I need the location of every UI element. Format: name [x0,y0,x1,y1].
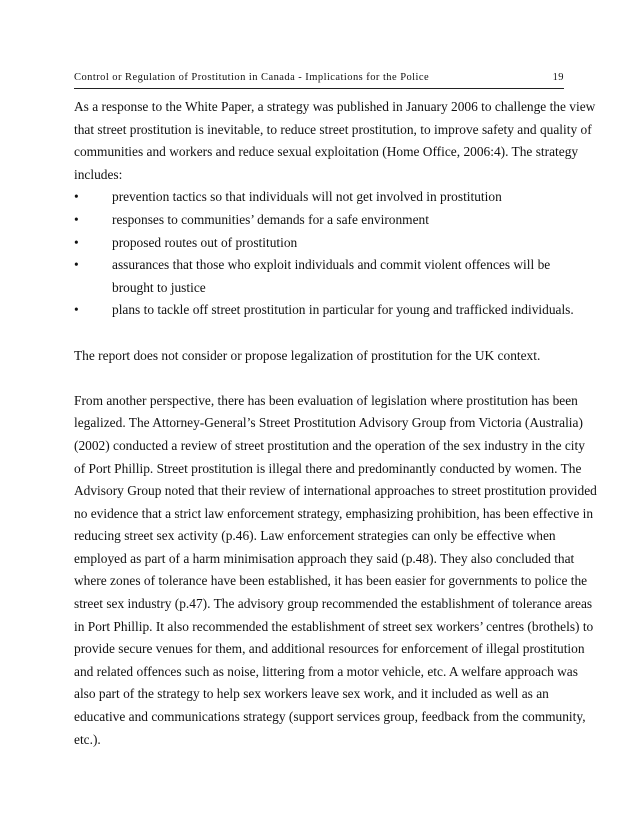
paragraph-port-phillip [74,390,597,752]
list-item-continuation [74,277,566,300]
paragraph-uk-context [74,345,566,368]
text-line: legalized. The Attorney-General’s Street Prostitution Advisory Group from Victoria (Australia) [74,415,583,431]
list-item-text: prevention tactics so that individuals will not get involved in prostitution [112,189,502,205]
list-item [74,209,566,232]
text-line: that street prostitution is inevitable, to reduce street prostitution, to improve safety and quality of [74,121,592,137]
text-line: includes: [74,166,123,182]
list-item [74,186,566,209]
text-line: no evidence that a strict law enforcement strategy, emphasizing prohibition, has been effective in [74,505,594,521]
paragraph-strategy-intro [74,96,596,186]
list-item [74,299,574,322]
text-line: also part of the strategy to help sex workers leave sex work, and it included as well as an [74,686,549,702]
bullet-icon: • [74,234,79,250]
text-line: etc.). [74,731,101,747]
text-line: From another perspective, there has been evaluation of legislation where prostitution has been [74,392,578,408]
list-item [74,254,566,277]
strategy-bullet-list [74,186,574,322]
list-item-text: plans to tackle off street prostitution in particular for young and trafficked individuals. [112,302,574,318]
text-line: As a response to the White Paper, a strategy was published in January 2006 to challenge the view [74,99,596,114]
text-line: and related offences such as noise, littering from a motor vehicle, etc. A welfare approach was [74,663,578,679]
text-line: Advisory Group noted that their review of international approaches to street prostitution provided [74,483,597,499]
bullet-icon: • [74,257,79,273]
text-line: The report does not consider or propose legalization of prostitution for the UK context. [74,347,541,363]
document-body [74,96,597,751]
text-line: educative and communications strategy (support services group, feedback from the community, [74,709,586,725]
list-item-text: assurances that those who exploit individuals and commit violent offences will be [112,257,551,273]
text-line: communities and workers and reduce sexual exploitation (Home Office, 2006:4). The strategy [74,144,579,160]
text-line: (2002) conducted a review of street prostitution and the operation of the sex industry in the city [74,437,585,453]
text-line: employed as part of a harm minimisation approach they said (p.48). They also concluded that [74,550,575,566]
paragraph-spacer [74,367,566,390]
list-item-text: responses to communities’ demands for a safe environment [112,211,429,227]
list-item-text: proposed routes out of prostitution [112,234,298,250]
list-item-text: brought to justice [112,279,206,295]
bullet-icon: • [74,302,79,318]
text-line: street sex industry (p.47). The advisory group recommended the establishment of tolerance areas [74,596,593,612]
bullet-icon: • [74,211,79,227]
text-line: in Port Phillip. It also recommended the establishment of street sex workers’ centres (brothels) to [74,618,594,634]
list-item [74,232,566,255]
page-header [74,70,564,89]
text-line: reducing street sex activity (p.46). Law enforcement strategies can only be effective when [74,528,556,544]
bullet-icon: • [74,189,79,205]
paragraph-spacer [74,322,566,345]
running-header-title: Control or Regulation of Prostitution in Canada - Implications for the Police [74,72,430,83]
page-number: 19 [552,72,564,83]
text-line: of Port Phillip. Street prostitution is illegal there and predominantly conducted by women. The [74,460,582,476]
text-line: provide secure venues for them, and additional resources for enforcement of illegal prostitution [74,641,585,657]
text-line: where zones of tolerance have been established, it has been easier for governments to police the [74,573,588,589]
